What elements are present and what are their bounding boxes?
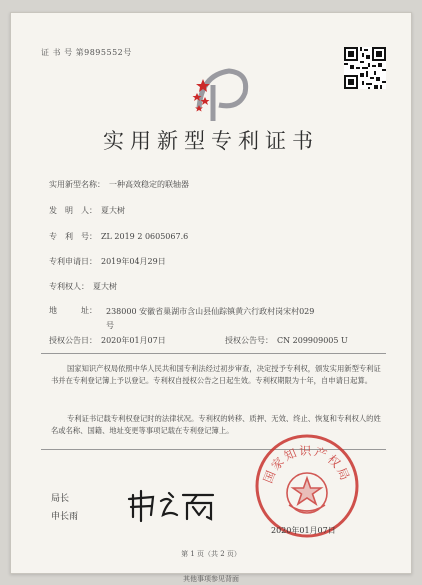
- certificate-title: 实用新型专利证书: [103, 129, 319, 153]
- field-publication-number: [225, 335, 348, 346]
- footer-note: 其他事项参见背面: [183, 575, 239, 583]
- field-label: 授权公告号：: [225, 336, 273, 345]
- chief-name: 申长雨: [51, 512, 79, 522]
- seal-text: 国家知识产权局: [260, 443, 353, 486]
- patent-office-logo: [189, 65, 251, 123]
- qr-code-icon: [344, 47, 386, 89]
- field-label: 实用新型名称：: [49, 180, 105, 189]
- address-line2: 号: [106, 321, 114, 330]
- field-label: 专 利 号：: [49, 232, 97, 241]
- field-application-date: [49, 256, 166, 267]
- field-value: 2020年01月07日: [101, 336, 166, 345]
- field-grant-date: [49, 335, 166, 346]
- chief-title: 局长: [51, 494, 70, 504]
- field-label: 授权公告日：: [49, 336, 97, 345]
- field-address-label: 地 址：: [49, 306, 97, 315]
- field-value: 2019年04月29日: [101, 257, 166, 266]
- certificate-number: 证 书 号 第9895552号: [41, 48, 132, 57]
- statement-paragraph-1: 国家知识产权局依照中华人民共和国专利法经过初步审查，决定授予专利权，颁发实用新型专利证书并在专利登记簿上予以登记。专利权自授权公告之日起生效。专利权期限为十年，自申请日起算。: [51, 364, 381, 385]
- field-label: 专利权人：: [49, 282, 89, 291]
- official-seal: [254, 433, 360, 539]
- statement-paragraph-2: 专利证书记载专利权登记时的法律状况。专利权的转移、质押、无效、终止、恢复和专利权人的姓名或名称、国籍、地址变更等事项记载在专利登记簿上。: [51, 414, 381, 435]
- field-value: ZL 2019 2 0605067.6: [101, 232, 189, 241]
- field-label: 专利申请日：: [49, 257, 97, 266]
- address-line1: 238000 安徽省巢湖市含山县仙踪镇黄六行政村岗宋村029: [106, 307, 315, 316]
- certificate-page: [10, 12, 412, 574]
- field-value: 一种高效稳定的联轴器: [109, 180, 189, 189]
- field-inventor: [49, 205, 125, 216]
- field-value: CN 209909005 U: [277, 336, 348, 345]
- handwritten-signature: [127, 485, 217, 525]
- field-label: 发 明 人：: [49, 206, 97, 215]
- field-address-value: [106, 305, 356, 333]
- field-patentee: [49, 281, 117, 292]
- seal-date: 2020年01月07日: [271, 526, 336, 535]
- page-number: 第 1 页（共 2 页）: [181, 550, 241, 558]
- field-value: 夏大树: [93, 282, 117, 291]
- divider: [41, 353, 386, 354]
- field-value: 夏大树: [101, 206, 125, 215]
- field-patent-number: [49, 231, 188, 242]
- field-utility-model-name: [49, 179, 189, 190]
